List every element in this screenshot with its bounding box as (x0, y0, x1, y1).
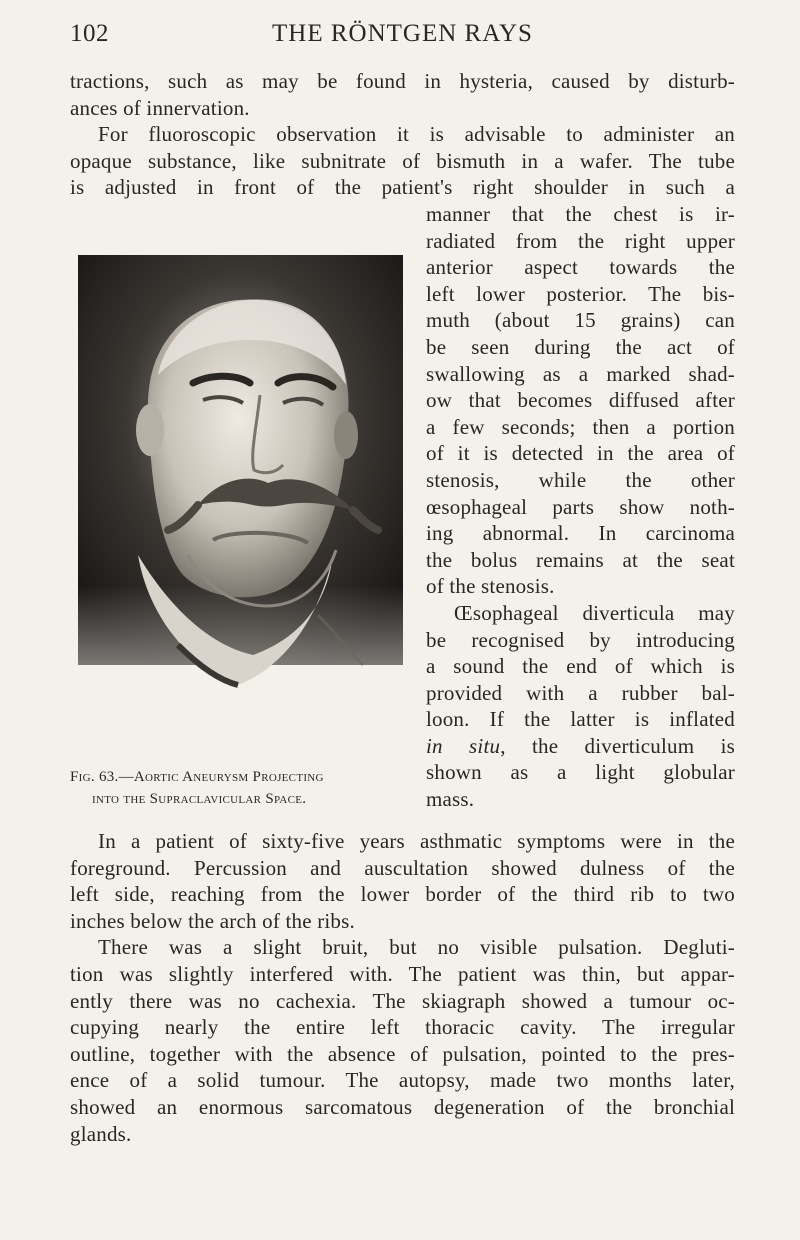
text-line: opaque substance, like subnitrate of bismuth in a wafer. The tube (70, 148, 735, 173)
text-line: showed an enormous sarcomatous degeneration of the bronchial (70, 1094, 735, 1119)
text-line: a few seconds; then a portion (426, 414, 735, 439)
running-title: THE RÖNTGEN RAYS (272, 20, 533, 47)
text-line: ing abnormal. In carcinoma (426, 521, 735, 546)
text-line: ence of a solid tumour. The autopsy, made two months later, (70, 1068, 735, 1093)
text-line: shown as a light globular (426, 760, 735, 785)
text-line: Œsophageal diverticula may (454, 600, 735, 625)
text-line: stenosis, while the other (426, 467, 735, 492)
text-line: anterior aspect towards the (426, 255, 735, 280)
caption-line: Fig. 63.—Aortic Aneurysm Projecting (70, 769, 324, 785)
text-line: of the stenosis. (426, 574, 555, 599)
text-line: is adjusted in front of the patient's right shoulder in such a (70, 175, 735, 200)
text-line: mass. (426, 787, 475, 812)
text-line: radiated from the right upper (426, 228, 735, 253)
text-line: loon. If the latter is inflated (426, 707, 735, 732)
text-line: cupying nearly the entire left thoracic cavity. The irregular (70, 1015, 735, 1040)
text-line: manner that the chest is ir- (426, 202, 735, 226)
text-line: be recognised by introducing (426, 627, 735, 652)
case-paragraphs (70, 828, 735, 1147)
caption-line: into the Supraclavicular Space. (92, 791, 307, 807)
text-line: tion was slightly interfered with. The patient was thin, but appar- (70, 961, 735, 986)
patient-photograph (78, 255, 403, 765)
text-line: inches below the arch of the ribs. (70, 908, 355, 933)
text-line: the bolus remains at the seat (426, 547, 735, 572)
text-line: There was a slight bruit, but no visible pulsation. Degluti- (98, 935, 735, 960)
text-line: a sound the end of which is (426, 654, 735, 679)
text-line: left lower posterior. The bis- (426, 281, 735, 306)
text-line: For fluoroscopic observation it is advisable to administer an (98, 122, 735, 147)
text-line: muth (about 15 grains) can (426, 308, 735, 333)
text-line: ently there was no cachexia. The skiagraph showed a tumour oc- (70, 988, 735, 1013)
text-line: provided with a rubber bal- (426, 680, 735, 705)
figure (78, 255, 403, 765)
text-line: swallowing as a marked shad- (426, 361, 735, 386)
text-line: œsophageal parts show noth- (426, 494, 735, 519)
text-line: outline, together with the absence of pulsation, pointed to the pres- (70, 1041, 735, 1066)
text-line: ow that becomes diffused after (426, 388, 735, 413)
page-header (70, 14, 735, 50)
text-line: ances of innervation. (70, 95, 250, 120)
text-line: In a patient of sixty-five years asthmatic symptoms were in the (98, 829, 735, 853)
figure-caption (70, 766, 415, 810)
text-line: be seen during the act of (426, 334, 735, 359)
right-column-text (426, 201, 735, 813)
page-number: 102 (70, 20, 109, 47)
text-line: of it is detected in the area of (426, 441, 735, 466)
text-line: foreground. Percussion and auscultation showed dulness of the (70, 855, 735, 880)
text-line: left side, reaching from the lower border of the third rib to two (70, 882, 735, 907)
text-line: in situ, the diverticulum is (426, 733, 735, 758)
opening-paragraphs (70, 68, 735, 201)
text-line: tractions, such as may be found in hysteria, caused by disturb- (70, 69, 735, 93)
text-line: glands. (70, 1121, 132, 1146)
